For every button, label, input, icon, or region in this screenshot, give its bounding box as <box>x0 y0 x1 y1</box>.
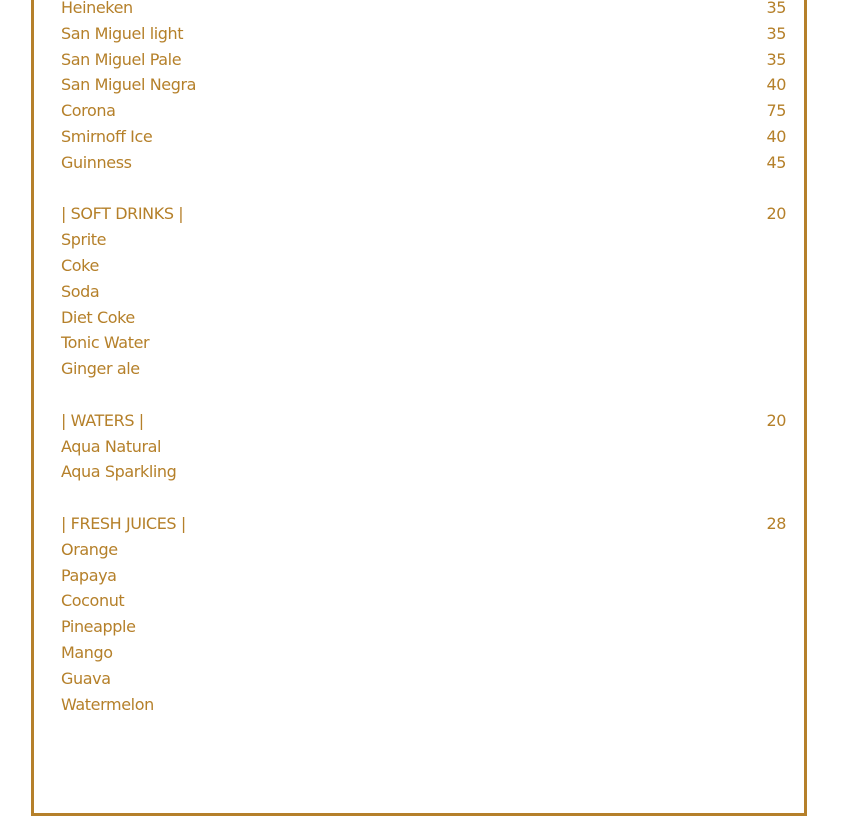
list-item <box>61 279 786 305</box>
item-name: San Miguel light <box>61 23 184 43</box>
item-name: Coconut <box>61 591 125 611</box>
section-spacer <box>61 382 786 408</box>
menu-item-san-miguel-pale <box>61 47 786 73</box>
list-item <box>61 666 786 692</box>
section-header-waters <box>61 408 786 434</box>
section-spacer <box>61 176 786 202</box>
list-item <box>61 253 786 279</box>
item-name: Watermelon <box>61 694 154 714</box>
list-item <box>61 434 786 460</box>
item-price: 35 <box>766 49 786 69</box>
item-name: Soda <box>61 281 100 301</box>
menu-item-smirnoff-ice <box>61 124 786 150</box>
item-name: Smirnoff Ice <box>61 126 153 146</box>
item-price: 35 <box>766 23 786 43</box>
list-item <box>61 537 786 563</box>
list-item <box>61 588 786 614</box>
section-price: 20 <box>766 410 786 430</box>
menu-item-heineken <box>61 0 786 21</box>
list-item <box>61 640 786 666</box>
menu-item-san-miguel-negra <box>61 72 786 98</box>
section-title: | WATERS | <box>61 410 144 430</box>
item-price: 45 <box>766 152 786 172</box>
item-price: 75 <box>766 101 786 121</box>
item-price: 35 <box>766 0 786 17</box>
item-name: Mango <box>61 642 113 662</box>
item-name: Heineken <box>61 0 133 17</box>
list-item <box>61 563 786 589</box>
section-header-soft-drinks <box>61 201 786 227</box>
section-price: 20 <box>766 204 786 224</box>
section-spacer <box>61 485 786 511</box>
item-name: Tonic Water <box>61 333 150 353</box>
item-name: Papaya <box>61 565 117 585</box>
item-name: Corona <box>61 101 116 121</box>
list-item <box>61 227 786 253</box>
menu-item-san-miguel-light <box>61 21 786 47</box>
item-name: San Miguel Pale <box>61 49 182 69</box>
item-name: Pineapple <box>61 617 136 637</box>
item-name: Guava <box>61 668 111 688</box>
item-name: Aqua Natural <box>61 436 162 456</box>
item-name: Orange <box>61 539 118 559</box>
section-price: 28 <box>766 513 786 533</box>
list-item <box>61 614 786 640</box>
section-title: | FRESH JUICES | <box>61 513 186 533</box>
item-name: Sprite <box>61 230 107 250</box>
list-item <box>61 330 786 356</box>
menu-item-corona <box>61 98 786 124</box>
item-name: Diet Coke <box>61 307 135 327</box>
item-name: Coke <box>61 255 99 275</box>
list-item <box>61 459 786 485</box>
section-header-fresh-juices <box>61 511 786 537</box>
list-item <box>61 692 786 718</box>
item-name: Aqua Sparkling <box>61 462 177 482</box>
list-item <box>61 356 786 382</box>
menu-item-guinness <box>61 150 786 176</box>
item-name: Guinness <box>61 152 132 172</box>
section-title: | SOFT DRINKS | <box>61 204 184 224</box>
item-price: 40 <box>766 75 786 95</box>
item-name: Ginger ale <box>61 359 140 379</box>
drinks-menu <box>61 0 786 717</box>
item-name: San Miguel Negra <box>61 75 197 95</box>
list-item <box>61 305 786 331</box>
item-price: 40 <box>766 126 786 146</box>
